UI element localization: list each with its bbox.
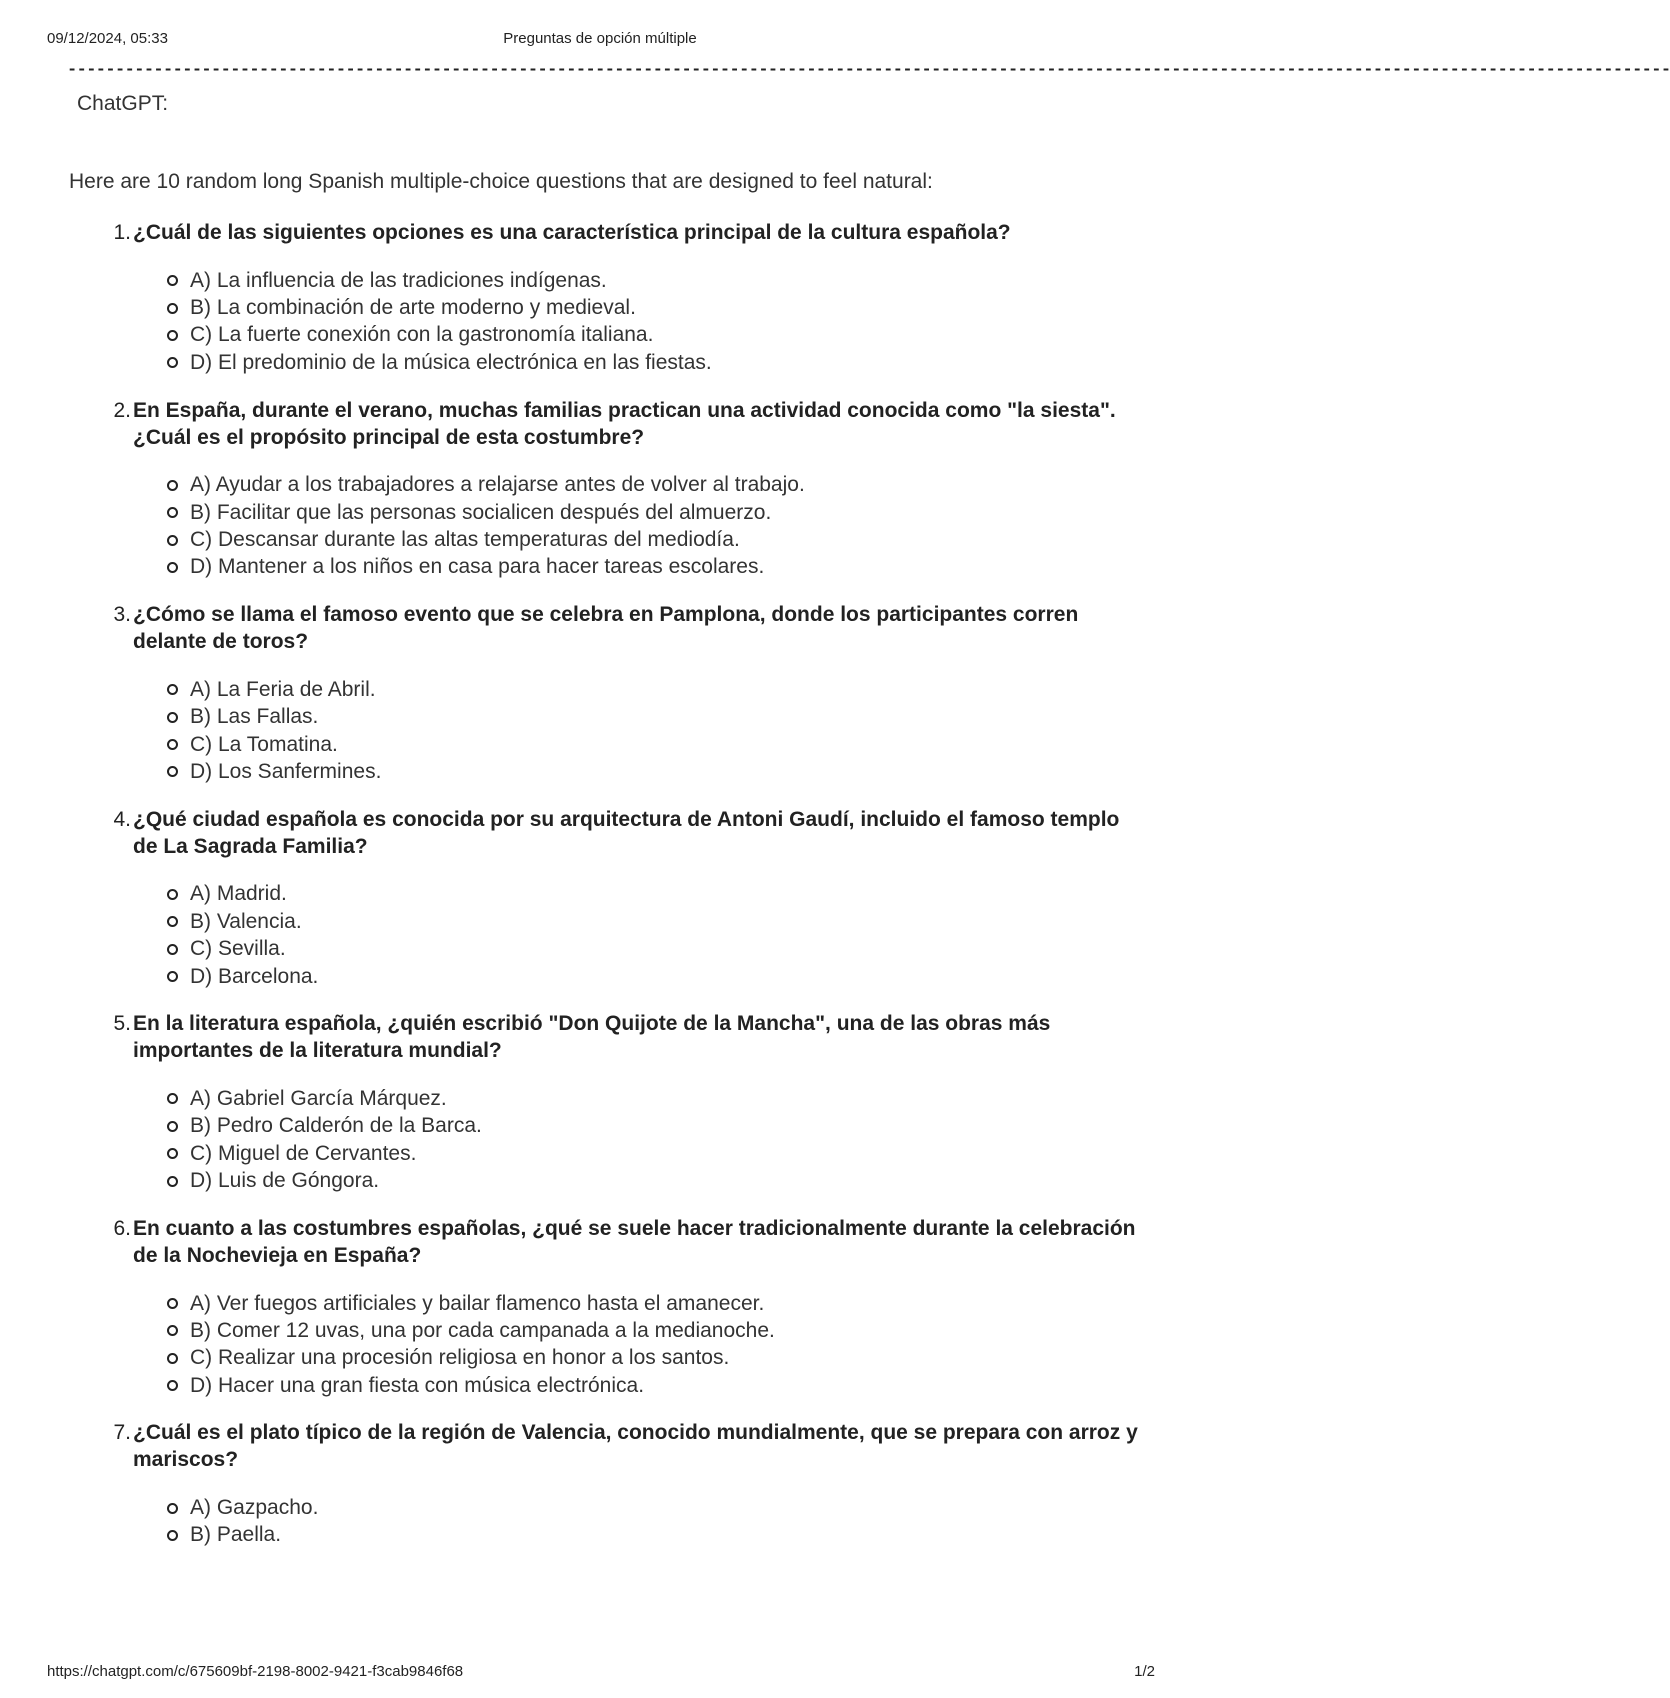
bullet-icon xyxy=(167,535,178,546)
option-text: B) Pedro Calderón de la Barca. xyxy=(190,1114,482,1138)
option-item xyxy=(167,1345,1149,1372)
bullet-icon xyxy=(167,275,178,286)
bullet-icon xyxy=(167,739,178,750)
question-item xyxy=(69,219,1149,377)
option-text: C) Descansar durante las altas temperaturas del mediodía. xyxy=(190,528,740,552)
option-text: D) Los Sanfermines. xyxy=(190,759,382,783)
bullet-icon xyxy=(167,507,178,518)
option-item xyxy=(167,1140,1149,1167)
question-list xyxy=(69,219,1149,1569)
bullet-icon xyxy=(167,562,178,573)
option-item xyxy=(167,349,1149,376)
bullet-icon xyxy=(167,480,178,491)
bullet-icon xyxy=(167,357,178,368)
option-text: A) Madrid. xyxy=(190,882,287,906)
option-text: A) La Feria de Abril. xyxy=(190,677,376,701)
option-list xyxy=(167,881,1149,991)
bullet-icon xyxy=(167,971,178,982)
option-item xyxy=(167,1372,1149,1399)
bullet-icon xyxy=(167,889,178,900)
option-item xyxy=(167,526,1149,553)
question-number: 4. xyxy=(113,807,131,831)
bullet-icon xyxy=(167,766,178,777)
bullet-icon xyxy=(167,1148,178,1159)
question-item xyxy=(69,601,1149,786)
option-list xyxy=(167,1290,1149,1400)
bullet-icon xyxy=(167,1380,178,1391)
bullet-icon xyxy=(167,1530,178,1541)
bullet-icon xyxy=(167,1298,178,1309)
option-text: C) La Tomatina. xyxy=(190,732,338,756)
bullet-icon xyxy=(167,916,178,927)
question-number: 2. xyxy=(113,398,131,422)
option-item xyxy=(167,1085,1149,1112)
option-text: D) Mantener a los niños en casa para hacer tareas escolares. xyxy=(190,555,765,579)
print-datetime: 09/12/2024, 05:33 xyxy=(47,30,168,47)
bullet-icon xyxy=(167,1353,178,1364)
footer-url: https://chatgpt.com/c/675609bf-2198-8002-9421-f3cab9846f68 xyxy=(47,1663,464,1680)
option-list xyxy=(167,676,1149,786)
question-text: ¿Qué ciudad española es conocida por su arquitectura de Antoni Gaudí, incluido el famoso templo de La Sagrada Familia? xyxy=(133,807,1120,858)
option-text: A) Ayudar a los trabajadores a relajarse antes de volver al trabajo. xyxy=(190,473,805,497)
option-item xyxy=(167,322,1149,349)
option-item xyxy=(167,1167,1149,1194)
question-text: En España, durante el verano, muchas familias practican una actividad conocida como "la siesta". ¿Cuál es el propósito principal de esta costumbre? xyxy=(133,398,1116,449)
option-text: D) Barcelona. xyxy=(190,964,319,988)
option-item xyxy=(167,1290,1149,1317)
question-number: 6. xyxy=(113,1216,131,1240)
option-item xyxy=(167,499,1149,526)
option-item xyxy=(167,1494,1149,1521)
separator-line: ----------------------------------------------------------------------------------------------------------------------------------------------------------------------- xyxy=(67,61,1670,80)
option-item xyxy=(167,267,1149,294)
bullet-icon xyxy=(167,1176,178,1187)
bullet-icon xyxy=(167,684,178,695)
option-text: D) Luis de Góngora. xyxy=(190,1169,380,1193)
bullet-icon xyxy=(167,1121,178,1132)
option-text: B) Comer 12 uvas, una por cada campanada a la medianoche. xyxy=(190,1318,775,1342)
option-item xyxy=(167,881,1149,908)
question-text: En cuanto a las costumbres españolas, ¿qué se suele hacer tradicionalmente durante la celebración de la Nochevieja en España? xyxy=(133,1216,1136,1267)
option-text: B) Paella. xyxy=(190,1523,282,1547)
option-text: C) La fuerte conexión con la gastronomía italiana. xyxy=(190,323,654,347)
option-text: C) Sevilla. xyxy=(190,937,286,961)
option-list xyxy=(167,1494,1149,1549)
option-item xyxy=(167,731,1149,758)
option-text: B) Las Fallas. xyxy=(190,705,319,729)
question-item xyxy=(69,1215,1149,1400)
bullet-icon xyxy=(167,330,178,341)
option-text: A) Ver fuegos artificiales y bailar flamenco hasta el amanecer. xyxy=(190,1291,765,1315)
option-text: A) Gazpacho. xyxy=(190,1496,319,1520)
question-item xyxy=(69,806,1149,991)
question-number: 7. xyxy=(113,1421,131,1445)
bullet-icon xyxy=(167,1503,178,1514)
option-item xyxy=(167,704,1149,731)
option-text: B) Valencia. xyxy=(190,909,302,933)
question-number: 5. xyxy=(113,1012,131,1036)
question-number: 3. xyxy=(113,603,131,627)
option-list xyxy=(167,472,1149,582)
page-title: Preguntas de opción múltiple xyxy=(503,30,697,47)
option-text: D) Hacer una gran fiesta con música electrónica. xyxy=(190,1373,645,1397)
option-item xyxy=(167,1113,1149,1140)
question-text: ¿Cuál es el plato típico de la región de Valencia, conocido mundialmente, que se prepara con arroz y mariscos? xyxy=(133,1421,1138,1472)
option-item xyxy=(167,472,1149,499)
option-item xyxy=(167,676,1149,703)
option-item xyxy=(167,935,1149,962)
question-item xyxy=(69,1010,1149,1195)
option-item xyxy=(167,554,1149,581)
option-text: C) Realizar una procesión religiosa en honor a los santos. xyxy=(190,1346,730,1370)
option-text: B) Facilitar que las personas socialicen después del almuerzo. xyxy=(190,500,772,524)
bullet-icon xyxy=(167,712,178,723)
option-item xyxy=(167,758,1149,785)
intro-text: Here are 10 random long Spanish multiple-choice questions that are designed to feel natural: xyxy=(69,170,933,193)
question-text: ¿Cuál de las siguientes opciones es una característica principal de la cultura española? xyxy=(133,221,1011,244)
option-text: A) La influencia de las tradiciones indígenas. xyxy=(190,268,607,292)
speaker-label: ChatGPT: xyxy=(77,92,169,115)
option-text: D) El predominio de la música electrónica en las fiestas. xyxy=(190,350,712,374)
option-item xyxy=(167,1317,1149,1344)
option-list xyxy=(167,1085,1149,1195)
question-item xyxy=(69,1419,1149,1549)
bullet-icon xyxy=(167,1093,178,1104)
question-text: ¿Cómo se llama el famoso evento que se celebra en Pamplona, donde los participantes corren delante de toros? xyxy=(133,603,1079,654)
question-item xyxy=(69,397,1149,582)
question-text: En la literatura española, ¿quién escribió "Don Quijote de la Mancha", una de las obras más importantes de la literatura mundial? xyxy=(133,1012,1051,1063)
bullet-icon xyxy=(167,303,178,314)
option-item xyxy=(167,963,1149,990)
option-list xyxy=(167,267,1149,377)
option-text: C) Miguel de Cervantes. xyxy=(190,1141,417,1165)
option-text: A) Gabriel García Márquez. xyxy=(190,1086,447,1110)
option-item xyxy=(167,294,1149,321)
option-item xyxy=(167,908,1149,935)
bullet-icon xyxy=(167,1325,178,1336)
option-text: B) La combinación de arte moderno y medieval. xyxy=(190,296,636,320)
option-item xyxy=(167,1522,1149,1549)
page-number: 1/2 xyxy=(1134,1663,1155,1680)
bullet-icon xyxy=(167,944,178,955)
question-number: 1. xyxy=(113,221,131,244)
